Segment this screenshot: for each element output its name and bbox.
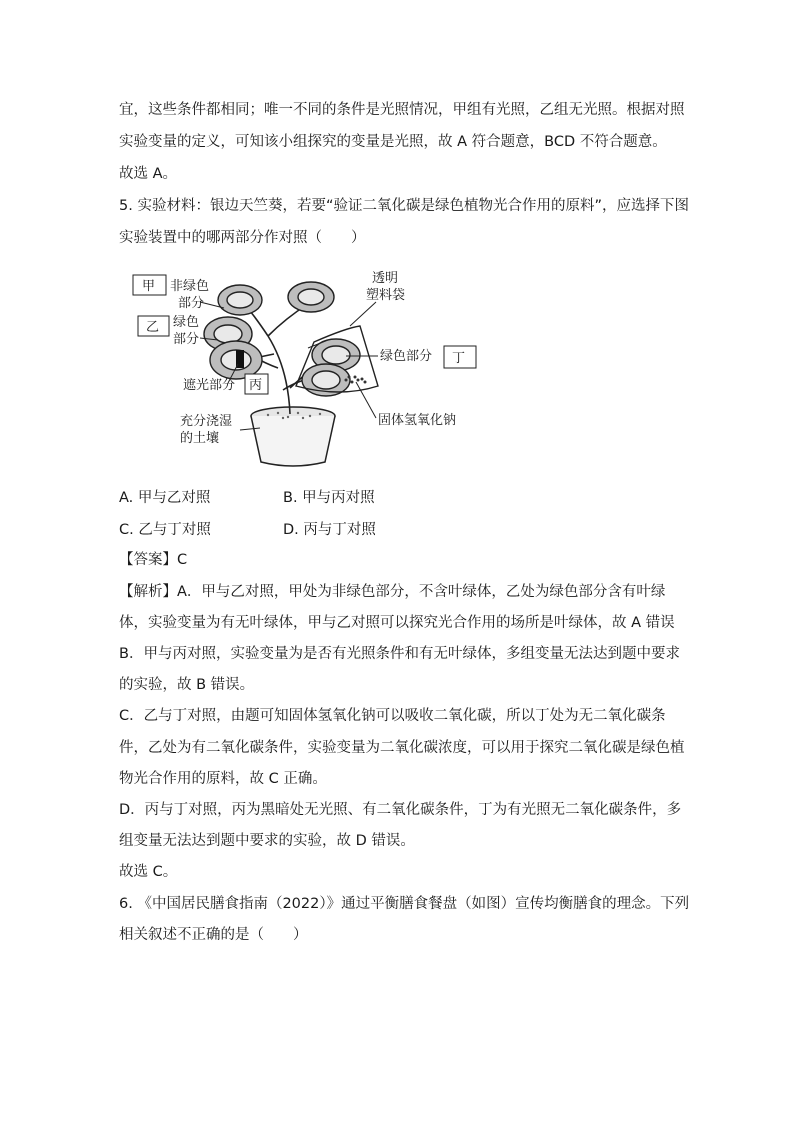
label-green-part: 部分 xyxy=(173,332,200,347)
analysis-line: 体，实验变量为有无叶绿体，甲与乙对照可以探究光合作用的场所是叶绿体，故 A 错误 xyxy=(119,615,675,631)
label-ding: 丁 xyxy=(452,351,466,366)
analysis-line: 的实验，故 B 错误。 xyxy=(119,677,255,693)
option-a: A. 甲与乙对照 xyxy=(119,490,211,506)
answer-line: 【答案】C xyxy=(119,552,188,568)
analysis-line: 件，乙处为有二氧化碳条件，实验变量为二氧化碳浓度，可以用于探究二氧化碳是绿色植 xyxy=(119,740,685,756)
option-c: C. 乙与丁对照 xyxy=(119,522,211,538)
question-5-stem: 实验装置中的哪两部分作对照（ ） xyxy=(119,230,366,246)
label-shade: 遮光部分 xyxy=(183,378,236,393)
plant-diagram xyxy=(128,268,480,472)
text-line: 故选 A。 xyxy=(119,166,178,182)
question-6-stem: 6. 《中国居民膳食指南（2022）》通过平衡膳食餐盘（如图）宣传均衡膳食的理念。下列 xyxy=(119,896,690,912)
label-yi: 乙 xyxy=(146,320,160,335)
label-soil: 充分浇湿 xyxy=(180,414,233,429)
option-d: D. 丙与丁对照 xyxy=(283,522,376,538)
plant-experiment-figure xyxy=(128,268,480,472)
text-line: 宜，这些条件都相同；唯一不同的条件是光照情况，甲组有光照，乙组无光照。根据对照 xyxy=(119,102,685,118)
analysis-line: D．丙与丁对照，丙为黑暗处无光照、有二氧化碳条件，丁为有光照无二氧化碳条件，多 xyxy=(119,802,682,818)
option-b: B. 甲与丙对照 xyxy=(283,490,375,506)
label-transparent: 透明 xyxy=(372,271,399,286)
analysis-line: 组变量无法达到题中要求的实验，故 D 错误。 xyxy=(119,833,415,849)
label-jia: 甲 xyxy=(142,279,156,294)
analysis-line: B．甲与丙对照，实验变量为是否有光照条件和有无叶绿体，多组变量无法达到题中要求 xyxy=(119,646,680,662)
label-non-green: 非绿色 xyxy=(170,279,210,294)
analysis-line: 故选 C。 xyxy=(119,864,178,880)
analysis-line: 【解析】A．甲与乙对照，甲处为非绿色部分，不含叶绿体，乙处为绿色部分含有叶绿 xyxy=(119,584,666,600)
label-non-green-part: 部分 xyxy=(178,296,205,311)
analysis-line: 物光合作用的原料，故 C 正确。 xyxy=(119,771,327,787)
question-5-stem: 5. 实验材料：银边天竺葵，若要“验证二氧化碳是绿色植物光合作用的原料”，应选择下图 xyxy=(119,198,689,214)
label-plastic-bag: 塑料袋 xyxy=(366,288,406,303)
label-green: 绿色 xyxy=(173,315,200,330)
label-green-part-ding: 绿色部分 xyxy=(380,349,433,364)
label-bing: 丙 xyxy=(249,378,263,393)
flower-pot xyxy=(251,407,335,466)
question-6-stem: 相关叙述不正确的是（ ） xyxy=(119,927,308,943)
label-soil-2: 的土壤 xyxy=(180,431,220,446)
analysis-line: C．乙与丁对照，由题可知固体氢氧化钠可以吸收二氧化碳，所以丁处为无二氧化碳条 xyxy=(119,708,666,724)
label-naoh: 固体氢氧化钠 xyxy=(378,413,457,428)
text-line: 实验变量的定义，可知该小组探究的变量是光照，故 A 符合题意，BCD 不符合题意。 xyxy=(119,134,667,150)
